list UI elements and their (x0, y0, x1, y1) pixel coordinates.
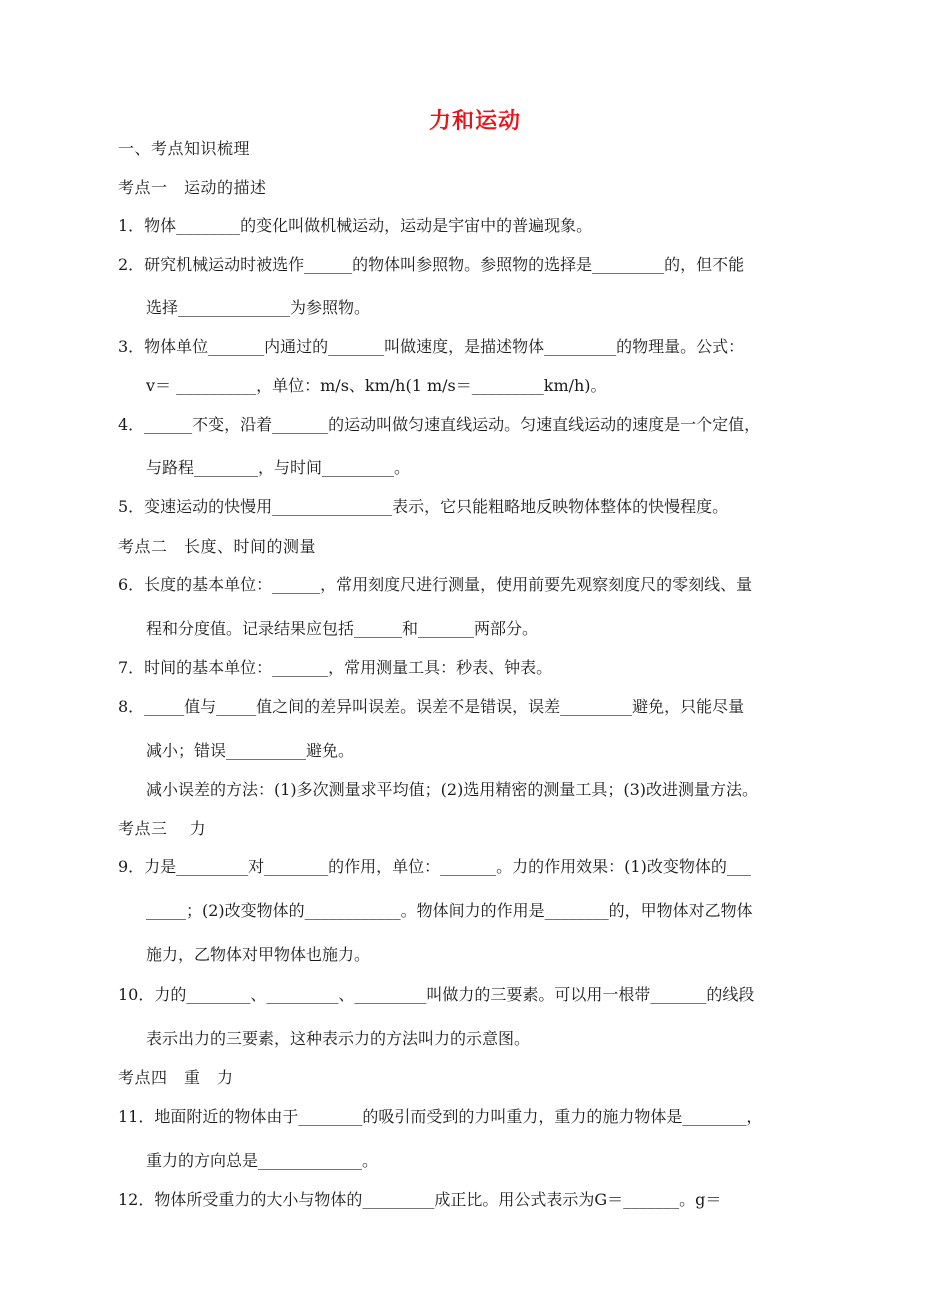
topic-heading: 考点一 运动的描述 (118, 178, 267, 197)
document-title: 力和运动 (428, 109, 521, 134)
topic-heading: 考点三 力 (118, 819, 207, 838)
question-line-continued: 选择______________为参照物。 (146, 298, 371, 317)
question-line-continued: 重力的方向总是_____________。 (146, 1151, 379, 1170)
question-line: 5．变速运动的快慢用_______________表示，它只能粗略地反映物体整体的快慢程度。 (118, 497, 729, 516)
question-line-continued: 施力，乙物体对甲物体也施力。 (146, 945, 371, 964)
question-line: 4．______不变，沿着_______的运动叫做匀速直线运动。匀速直线运动的速度是一个定值， (118, 415, 761, 434)
question-line-continued: 减小；错误__________避免。 (146, 741, 355, 760)
question-line: 2．研究机械运动时被选作______的物体叫参照物。参照物的选择是_________的，但不能 (118, 255, 745, 274)
question-line: 1．物体________的变化叫做机械运动，运动是宇宙中的普遍现象。 (118, 216, 593, 235)
question-line: 9．力是_________对________的作用，单位：_______。力的作用效果：(1)改变物体的___ (118, 857, 751, 876)
question-line: 6．长度的基本单位：______，常用刻度尺进行测量，使用前要先观察刻度尺的零刻线、量 (118, 575, 753, 594)
question-line-continued: _____；(2)改变物体的____________。物体间力的作用是________的，甲物体对乙物体 (146, 901, 753, 920)
question-line-continued: 与路程________，与时间_________。 (146, 458, 411, 477)
question-line-continued: v＝ __________，单位：m/s、km/h(1 m/s＝_________km/h)。 (146, 376, 607, 395)
section-heading: 一、考点知识梳理 (118, 139, 251, 158)
question-line: 8．_____值与_____值之间的差异叫误差。误差不是错误，误差_________避免，只能尽量 (118, 697, 745, 716)
question-line: 10．力的________、_________、_________叫做力的三要素。可以用一根带_______的线段 (118, 985, 755, 1004)
question-line: 11．地面附近的物体由于________的吸引而受到的力叫重力，重力的施力物体是________， (118, 1107, 763, 1126)
question-line: 12．物体所受重力的大小与物体的_________成正比。用公式表示为G＝_______。g＝ (118, 1190, 722, 1209)
question-line: 7．时间的基本单位：_______，常用测量工具：秒表、钟表。 (118, 658, 553, 677)
question-line: 3．物体单位_______内通过的_______叫做速度，是描述物体_________的物理量。公式： (118, 337, 745, 356)
question-line-continued: 表示出力的三要素，这种表示力的方法叫力的示意图。 (146, 1029, 531, 1048)
note-line: 减小误差的方法：(1)多次测量求平均值；(2)选用精密的测量工具；(3)改进测量方法。 (146, 780, 758, 799)
topic-heading: 考点二 长度、时间的测量 (118, 537, 317, 556)
question-line-continued: 程和分度值。记录结果应包括______和_______两部分。 (146, 619, 539, 638)
topic-heading: 考点四 重 力 (118, 1068, 234, 1087)
